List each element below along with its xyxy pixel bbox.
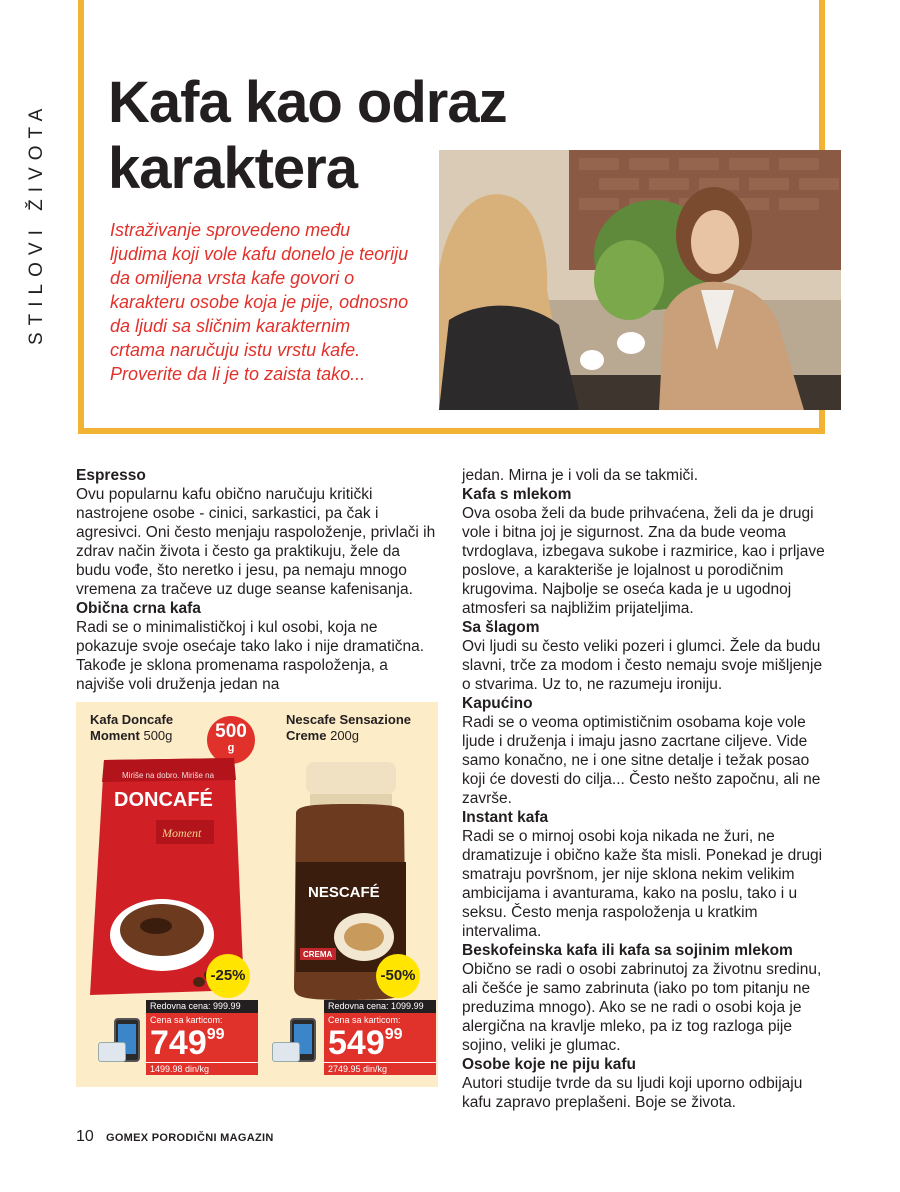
section-heading-coffee-with-milk: Kafa s mlekom [462,486,572,503]
lead-paragraph: Istraživanje sprovedeno među ljudima koji vole kafu donelo je teoriju da omiljena vrsta kafe govori o karakteru osobe koja je pije, odnosno da ljudi sa sličnim karakternim crtama naručuju istu vrstu kafe. Proverite da li je to zaista tako... [110,220,409,384]
frame-right-border [819,0,825,150]
page-footer [76,1128,274,1146]
unit-price-nescafe: 2749.95 din/kg [324,1062,436,1075]
card-price-label-nescafe: Cena sa karticom: [324,1013,436,1026]
section-text-espresso: Ovu popularnu kafu obično naručuju kritički nastrojene osobe - cinici, sarkastici, pa čak i agresivci. Oni često menjaju raspoloženje, privlači ih zdrav način života i često ga praktikuju, žele da budu vođe, što neretko i jesu, pa nemaju mnogo vremena za tračeve uz duge seanse kafenisanja. [76,486,436,598]
section-text-continuation: jedan. Mirna je i voli da se takmiči. [462,467,699,484]
product-name-nescafe [286,712,431,744]
frame-right-border-lower [819,410,825,434]
price-main-nescafe: 549 [328,1024,385,1062]
title-line-1: Kafa kao odraz [108,70,507,135]
section-heading-cappuccino: Kapućino [462,695,533,712]
title-line-2: karaktera [108,136,357,201]
card-price-label-doncafe: Cena sa karticom: [146,1013,258,1026]
price-cents-doncafe: 99 [206,1026,225,1043]
section-heading-whipped-cream: Sa šlagom [462,619,540,636]
frame-bottom-border [78,428,825,434]
price-main-doncafe: 749 [150,1024,207,1062]
loyalty-card-icon [272,1042,300,1062]
section-text-no-coffee: Autori studije tvrde da su ljudi koji uporno odbijaju kafu zapravo preplašeni. Boje se života. [462,1075,803,1111]
section-heading-black-coffee: Obična crna kafa [76,600,201,617]
product-weight-nescafe: 200g [330,728,360,743]
section-text-black-coffee: Radi se o minimalističkoj i kul osobi, koja ne pokazuje svoje osećaje tako lako i nije dramatična. Takođe je sklona promenama raspoloženja, a najviše voli druženja jedan na [76,619,425,693]
card-price-doncafe [146,1026,258,1062]
price-box-doncafe [146,1000,258,1075]
loyalty-card-icon [98,1042,126,1062]
product-name-doncafe [90,712,205,744]
package-tagline: Miriše na dobro. Miriše na [122,771,215,780]
product-title-nescafe: Nescafe Sensazione Creme [286,712,412,743]
section-heading-no-coffee: Osobe koje ne piju kafu [462,1056,636,1073]
package-variant-doncafe: Moment [162,826,202,840]
frame-left-border [78,0,84,433]
section-heading-decaf-soy: Beskofeinska kafa ili kafa sa sojinim mlekom [462,942,793,959]
article-photo [439,150,841,410]
card-price-nescafe [324,1026,436,1062]
section-text-decaf-soy: Obično se radi o osobi zabrinutoj za životnu sredinu, ali češće je samo zabrinuta (iako po tom pitanju ne preduzima mnogo). Ako se ne radi o osobi koja je alergična na kravlje mleko, pa iz tog razloga pije sojino, veliki je glumac. [462,961,822,1054]
section-heading-instant: Instant kafa [462,809,549,826]
regular-price-nescafe: Redovna cena: 1099.99 [324,1000,436,1013]
product-weight-doncafe: 500g [143,728,173,743]
promo-box [76,702,438,1087]
package-brand-nescafe: NESCAFÉ [308,884,380,901]
regular-price-doncafe: Redovna cena: 999.99 [146,1000,258,1013]
package-variant-nescafe: CREMA [303,950,333,959]
price-cents-nescafe: 99 [384,1026,403,1043]
discount-badge-nescafe: -50% [376,954,420,998]
section-label: STILOVI ŽIVOTA [26,101,47,345]
weight-badge-value: 500 [215,721,247,742]
price-box-nescafe [324,1000,436,1075]
page-number: 10 [76,1128,94,1145]
cafe-conversation-illustration [439,150,841,410]
magazine-name: GOMEX PORODIČNI MAGAZIN [105,1132,274,1144]
weight-badge-unit: g [227,742,235,754]
section-text-cappuccino: Radi se o veoma optimističnim osobama koje vole ljude i druženja i imaju jasno zacrtane ciljeve. Vide samo konačno, ne i one sitne detalje i težak posao koji će dovesti do cilja... Često nešto započnu, ali ne završe. [462,714,821,807]
product-title-doncafe: Kafa Doncafe Moment [90,712,174,743]
package-brand-doncafe: DONCAFÉ [114,789,213,811]
article-column-right [462,466,832,1112]
discount-badge-doncafe: -25% [206,954,250,998]
section-text-whipped-cream: Ovi ljudi su često veliki pozeri i glumci. Žele da budu slavni, trče za modom i često nemaju svoje mišljenje o stvarima. Uz to, ne razumeju ironiju. [462,638,823,693]
section-text-instant: Radi se o mirnoj osobi koja nikada ne žuri, ne dramatizuje i obično kaže šta misli. Ponekad je drugi smatraju površnom, jer nije sklona nekim velikim ambicijama i avanturama, kako na poslu, tako i u seksu. Često menja raspoloženja u kratkim intervalima. [462,828,823,940]
unit-price-doncafe: 1499.98 din/kg [146,1062,258,1075]
article-column-left [76,466,436,694]
section-heading-espresso: Espresso [76,467,146,484]
section-text-coffee-with-milk: Ova osoba želi da bude prihvaćena, želi da je drugi vole i bitna joj je sigurnost. Zna da bude veoma tvrdoglava, izbegava sukobe i razmirice, kao i prljave poslove, a karakteriše je lojalnost u porodičnim krugovima. Najbolje se oseća kada je u ugodnoj atmosferi sa najbližim prijateljima. [462,505,825,617]
